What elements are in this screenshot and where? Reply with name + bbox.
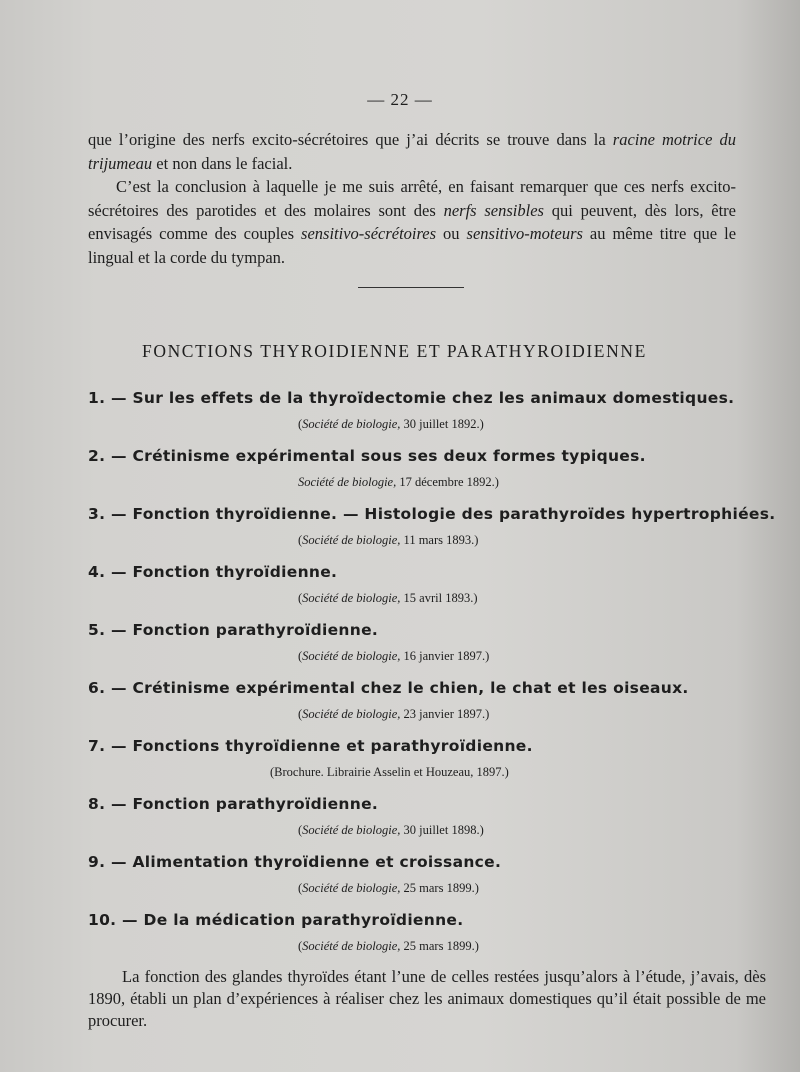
publication-entry <box>88 503 776 561</box>
intro-p2-text-d: au même titre que le lingual et la corde du tympan. <box>88 224 737 267</box>
publication-entry <box>88 387 748 445</box>
reference-open: (Brochure. Librairie Asselin et Houzeau, 1897.) <box>270 765 509 779</box>
publication-reference <box>88 647 748 665</box>
reference-source: Société de biologie, <box>302 881 401 895</box>
intro-p2-text-a: C’est la conclusion à laquelle je me suis arrêté, en faisant remarquer que ces nerfs excito-sécrétoires des parotides et des molaires sont des <box>88 177 736 220</box>
reference-date: 16 janvier 1897.) <box>400 649 490 663</box>
reference-source: Société de biologie, <box>302 533 401 547</box>
intro-p1-emphasis: racine motrice du trijumeau <box>88 130 736 173</box>
publication-title: 5. — Fonction parathyroïdienne. <box>88 621 379 639</box>
section-divider <box>358 287 464 288</box>
conclusion-text <box>88 966 766 1032</box>
reference-open: ( <box>298 707 303 721</box>
reference-open: ( <box>298 881 303 895</box>
reference-date: 23 janvier 1897.) <box>400 707 490 721</box>
intro-text <box>88 128 736 269</box>
publication-title: 6. — Crétinisme expérimental chez le chien, le chat et les oiseaux. <box>88 679 689 697</box>
reference-date: 25 mars 1899.) <box>400 939 479 953</box>
reference-source: Société de biologie, <box>302 591 401 605</box>
publication-title: 7. — Fonctions thyroïdienne et parathyroïdienne. <box>88 737 533 755</box>
publication-title: 9. — Alimentation thyroïdienne et croissance. <box>88 853 502 871</box>
publication-reference <box>88 415 748 433</box>
reference-open: ( <box>298 823 303 837</box>
publication-entry <box>88 909 748 967</box>
conclusion-paragraph: La fonction des glandes thyroïdes étant l’une de celles restées jusqu’alors à l’étude, j’avais, dès 1890, établi un plan d’expériences à réaliser chez les animaux domestiques qu’il était possible de me procurer. <box>88 967 766 1030</box>
reference-source: Société de biologie, <box>302 707 401 721</box>
publication-entry <box>88 735 748 793</box>
publication-reference <box>88 705 748 723</box>
publication-title: 1. — Sur les effets de la thyroïdectomie chez les animaux domestiques. <box>88 389 735 407</box>
publication-title: 10. — De la médication parathyroïdienne. <box>88 911 464 929</box>
reference-date: 30 juillet 1892.) <box>400 417 484 431</box>
intro-p2-text-c: ou <box>436 224 467 243</box>
reference-open: ( <box>298 417 303 431</box>
publication-reference <box>88 763 748 781</box>
publication-title: 4. — Fonction thyroïdienne. <box>88 563 338 581</box>
publication-entry <box>88 619 748 677</box>
reference-source: Société de biologie, <box>302 939 401 953</box>
intro-p2-text-b: qui peuvent, dès lors, être envisagés comme des couples <box>88 200 736 243</box>
publication-reference <box>88 937 748 955</box>
intro-paragraph-1 <box>88 128 736 175</box>
reference-open: ( <box>298 939 303 953</box>
intro-p2-emphasis-3: sensitivo-moteurs <box>466 224 583 243</box>
reference-source: Société de biologie, <box>302 823 401 837</box>
section-title: FONCTIONS THYROIDIENNE ET PARATHYROIDIENNE <box>142 341 647 361</box>
reference-date: 11 mars 1893.) <box>400 533 479 547</box>
publication-reference <box>88 821 748 839</box>
publication-reference <box>88 879 748 897</box>
intro-p2-emphasis-1: nerfs sensibles <box>443 200 544 220</box>
publication-title: 3. — Fonction thyroïdienne. — Histologie des parathyroïdes hypertrophiées. <box>88 505 776 523</box>
reference-source: Société de biologie, <box>302 417 401 431</box>
publication-entry <box>88 793 748 851</box>
reference-source: Société de biologie, <box>298 475 397 489</box>
intro-paragraph-2 <box>88 175 736 269</box>
intro-p1-text-a: que l’origine des nerfs excito-sécrétoires que j’ai décrits se trouve dans la <box>88 130 613 149</box>
publication-entry <box>88 851 748 909</box>
reference-open: ( <box>298 533 303 547</box>
publication-title: 8. — Fonction parathyroïdienne. <box>88 795 379 813</box>
publication-entry <box>88 677 748 735</box>
reference-date: 17 décembre 1892.) <box>396 475 499 489</box>
intro-p1-text-b: et non dans le facial. <box>152 153 293 173</box>
page-number: — 22 — <box>367 90 433 109</box>
reference-source: Société de biologie, <box>302 649 401 663</box>
publication-reference <box>88 589 748 607</box>
publication-entry <box>88 445 748 503</box>
reference-date: 30 juillet 1898.) <box>400 823 484 837</box>
reference-open: ( <box>298 649 303 663</box>
reference-date: 25 mars 1899.) <box>400 881 479 895</box>
reference-open: ( <box>298 591 303 605</box>
publication-list <box>88 387 776 967</box>
publication-reference <box>88 473 748 491</box>
reference-date: 15 avril 1893.) <box>400 591 478 605</box>
intro-p2-emphasis-2: sensitivo-sécrétoires <box>301 224 437 243</box>
publication-reference <box>88 531 748 549</box>
publication-entry <box>88 561 748 619</box>
publication-title: 2. — Crétinisme expérimental sous ses deux formes typiques. <box>88 447 646 465</box>
